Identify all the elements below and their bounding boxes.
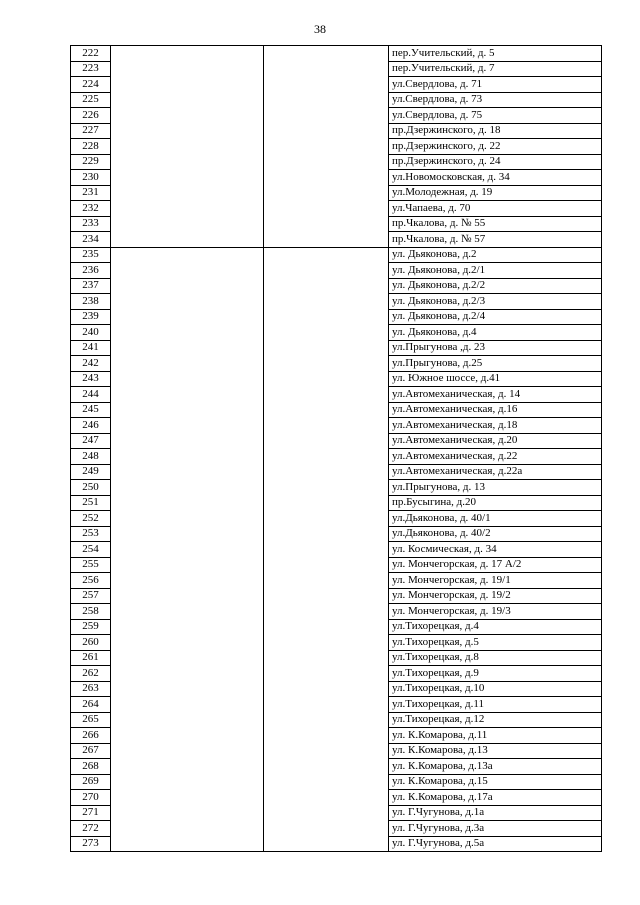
row-number: 245 (71, 402, 111, 418)
address-cell: ул.Автомеханическая, д.18 (389, 418, 602, 434)
address-cell: ул. Дьяконова, д.2/2 (389, 278, 602, 294)
row-number: 249 (71, 464, 111, 480)
address-cell: ул. К.Комарова, д.11 (389, 728, 602, 744)
row-number: 228 (71, 139, 111, 155)
address-cell: пр.Бусыгина, д.20 (389, 495, 602, 511)
address-cell: ул.Тихорецкая, д.11 (389, 697, 602, 713)
address-cell: ул.Тихорецкая, д.9 (389, 666, 602, 682)
row-number: 223 (71, 61, 111, 77)
row-number: 230 (71, 170, 111, 186)
row-number: 238 (71, 294, 111, 310)
page-number: 38 (314, 22, 326, 36)
address-cell: ул. Мончегорская, д. 19/1 (389, 573, 602, 589)
row-number: 242 (71, 356, 111, 372)
row-number: 239 (71, 309, 111, 325)
row-number: 248 (71, 449, 111, 465)
row-number: 240 (71, 325, 111, 341)
row-number: 226 (71, 108, 111, 124)
row-number: 224 (71, 77, 111, 93)
address-cell: пер.Учительский, д. 7 (389, 61, 602, 77)
row-number: 246 (71, 418, 111, 434)
row-number: 232 (71, 201, 111, 217)
address-cell: ул.Тихорецкая, д.5 (389, 635, 602, 651)
row-number: 251 (71, 495, 111, 511)
address-cell: пр.Дзержинского, д. 22 (389, 139, 602, 155)
row-number: 229 (71, 154, 111, 170)
group-merged-cell-b (264, 46, 389, 248)
address-cell: ул. Южное шоссе, д.41 (389, 371, 602, 387)
group-merged-cell-a (111, 247, 264, 852)
address-cell: ул. Дьяконова, д.2 (389, 247, 602, 263)
row-number: 234 (71, 232, 111, 248)
address-cell: ул.Дьяконова, д. 40/1 (389, 511, 602, 527)
address-cell: ул.Автомеханическая, д. 14 (389, 387, 602, 403)
row-number: 237 (71, 278, 111, 294)
row-number: 264 (71, 697, 111, 713)
address-cell: ул.Дьяконова, д. 40/2 (389, 526, 602, 542)
address-cell: ул.Автомеханическая, д.22 (389, 449, 602, 465)
row-number: 256 (71, 573, 111, 589)
group-merged-cell-a (111, 46, 264, 248)
address-cell: ул.Новомосковская, д. 34 (389, 170, 602, 186)
row-number: 270 (71, 790, 111, 806)
address-cell: ул.Прыгунова ,д. 23 (389, 340, 602, 356)
row-number: 272 (71, 821, 111, 837)
address-cell: ул.Свердлова, д. 75 (389, 108, 602, 124)
address-cell: ул. Дьяконова, д.2/1 (389, 263, 602, 279)
row-number: 271 (71, 805, 111, 821)
row-number: 267 (71, 743, 111, 759)
row-number: 259 (71, 619, 111, 635)
address-cell: ул.Свердлова, д. 71 (389, 77, 602, 93)
row-number: 233 (71, 216, 111, 232)
row-number: 260 (71, 635, 111, 651)
address-cell: ул.Тихорецкая, д.12 (389, 712, 602, 728)
row-number: 244 (71, 387, 111, 403)
address-cell: ул. К.Комарова, д.13 (389, 743, 602, 759)
group-merged-cell-b (264, 247, 389, 852)
address-cell: пер.Учительский, д. 5 (389, 46, 602, 62)
address-cell: ул. К.Комарова, д.15 (389, 774, 602, 790)
address-cell: ул.Тихорецкая, д.8 (389, 650, 602, 666)
row-number: 269 (71, 774, 111, 790)
address-cell: ул. Г.Чугунова, д.3а (389, 821, 602, 837)
row-number: 222 (71, 46, 111, 62)
table-row (71, 46, 602, 62)
row-number: 263 (71, 681, 111, 697)
row-number: 252 (71, 511, 111, 527)
row-number: 268 (71, 759, 111, 775)
address-cell: пр.Дзержинского, д. 24 (389, 154, 602, 170)
row-number: 235 (71, 247, 111, 263)
address-table (70, 45, 602, 852)
row-number: 250 (71, 480, 111, 496)
address-cell: ул.Молодежная, д. 19 (389, 185, 602, 201)
row-number: 258 (71, 604, 111, 620)
row-number: 231 (71, 185, 111, 201)
address-cell: ул. Космическая, д. 34 (389, 542, 602, 558)
address-cell: ул.Чапаева, д. 70 (389, 201, 602, 217)
address-cell: ул.Тихорецкая, д.4 (389, 619, 602, 635)
row-number: 247 (71, 433, 111, 449)
address-cell: ул. Дьяконова, д.2/4 (389, 309, 602, 325)
row-number: 273 (71, 836, 111, 852)
address-table-body (71, 46, 602, 852)
address-cell: ул. Дьяконова, д.2/3 (389, 294, 602, 310)
row-number: 255 (71, 557, 111, 573)
address-cell: ул. Мончегорская, д. 19/3 (389, 604, 602, 620)
address-cell: ул.Тихорецкая, д.10 (389, 681, 602, 697)
row-number: 236 (71, 263, 111, 279)
address-cell: ул.Свердлова, д. 73 (389, 92, 602, 108)
row-number: 243 (71, 371, 111, 387)
address-cell: ул.Прыгунова, д. 13 (389, 480, 602, 496)
address-cell: пр.Чкалова, д. № 55 (389, 216, 602, 232)
row-number: 241 (71, 340, 111, 356)
row-number: 265 (71, 712, 111, 728)
address-cell: ул. Мончегорская, д. 19/2 (389, 588, 602, 604)
row-number: 261 (71, 650, 111, 666)
address-cell: ул.Прыгунова, д.25 (389, 356, 602, 372)
address-cell: ул. К.Комарова, д.17а (389, 790, 602, 806)
address-cell: ул. Мончегорская, д. 17 А/2 (389, 557, 602, 573)
address-cell: ул.Автомеханическая, д.16 (389, 402, 602, 418)
address-cell: пр.Чкалова, д. № 57 (389, 232, 602, 248)
row-number: 262 (71, 666, 111, 682)
address-cell: ул.Автомеханическая, д.22а (389, 464, 602, 480)
address-cell: ул.Автомеханическая, д.20 (389, 433, 602, 449)
address-cell: ул. К.Комарова, д.13а (389, 759, 602, 775)
address-cell: ул. Г.Чугунова, д.5а (389, 836, 602, 852)
row-number: 227 (71, 123, 111, 139)
table-row (71, 247, 602, 263)
row-number: 257 (71, 588, 111, 604)
row-number: 266 (71, 728, 111, 744)
address-cell: ул. Г.Чугунова, д.1а (389, 805, 602, 821)
row-number: 254 (71, 542, 111, 558)
address-cell: ул. Дьяконова, д.4 (389, 325, 602, 341)
address-cell: пр.Дзержинского, д. 18 (389, 123, 602, 139)
row-number: 225 (71, 92, 111, 108)
row-number: 253 (71, 526, 111, 542)
